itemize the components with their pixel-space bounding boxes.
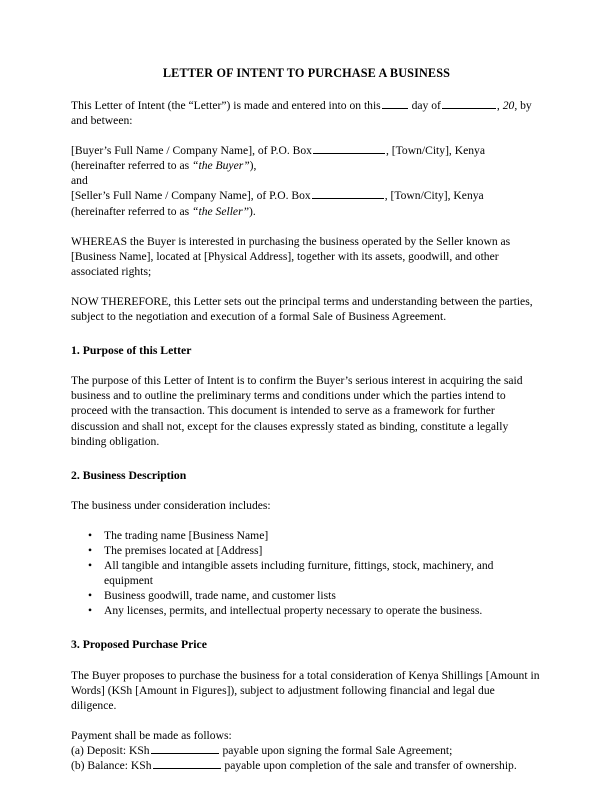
list-item [71,543,542,558]
seller-name-label: [Seller’s Full Name / Company Name], of P.O. Box [71,189,311,203]
buyer-defined-term: “the Buyer” [192,159,250,173]
section-intro-2: The business under consideration includes: [71,498,271,512]
seller-defined-term-suffix: ). [249,204,256,218]
month-blank-field[interactable] [442,99,496,110]
seller-defined-term: “the Seller” [192,204,250,218]
section-heading-2: 2. Business Description [71,468,187,482]
intro-text-after-year: , by [514,99,532,112]
spacer [71,279,542,294]
buyer-city-label: , [Town/City], Kenya [385,144,485,158]
spacer [71,483,542,498]
page-title: LETTER OF INTENT TO PURCHASE A BUSINESS [162,66,451,80]
buyer-defined-term-suffix: ), [249,159,257,173]
buyer-name-label: [Buyer’s Full Name / Company Name], of P.O. Box [71,144,312,158]
buyer-defined-term-prefix: (hereinafter referred to as [71,159,190,173]
list-item [71,558,542,588]
balance-amount-field[interactable] [153,759,221,770]
section-heading-1: 1. Purpose of this Letter [71,344,192,358]
day-blank-field[interactable] [382,99,408,110]
spacer [71,618,542,637]
bullet-icon: • [88,559,93,573]
bullet-icon: • [88,528,93,542]
parties-conjunction: and [71,174,88,188]
whereas-recital: WHEREAS the Buyer is interested in purchasing the business operated by the Seller known as [Business Name], located at [Physical Address], together with its assets, goodwill, and other associated rights; [71,234,511,278]
seller-defined-term-prefix: (hereinafter referred to as [71,204,190,218]
year-prefix: 20 [502,99,515,112]
spacer [71,324,542,343]
list-item [71,528,542,543]
list-item-label: Any licenses, permits, and intellectual property necessary to operate the business. [104,604,483,618]
section-heading-3: 3. Proposed Purchase Price [71,638,207,652]
list-item-label: All tangible and intangible assets including furniture, fittings, stock, machinery, and equipment [104,559,494,588]
intro-text-before-day: This Letter of Intent (the “Letter”) is made and entered into on this [71,99,381,112]
intro-comma: , [496,99,500,112]
list-item-label: The premises located at [Address] [104,543,263,557]
balance-condition-label: payable upon completion of the sale and transfer of ownership. [224,759,517,772]
seller-po-box-field[interactable] [312,189,384,200]
deposit-amount-field[interactable] [151,743,219,754]
payment-terms-block [71,728,542,773]
intro-second-line: and between: [71,114,133,128]
now-therefore-recital: NOW THEREFORE, this Letter sets out the principal terms and understanding between the parties, subject to the negotiation and execution of a formal Sale of Business Agreement. [71,294,533,324]
balance-label: (b) Balance: KSh [71,759,152,772]
spacer [71,358,542,373]
section-body-3: The Buyer proposes to purchase the business for a total consideration of Kenya Shillings [Amount in Words] (KSh [Amount in Figures]), subject to adjustment following financial and legal due diligence. [71,668,540,712]
bullet-icon: • [88,543,93,557]
intro-paragraph [71,98,542,128]
parties-block [71,143,542,218]
section-body-1: The purpose of this Letter of Intent is to confirm the Buyer’s serious interest in acquiring the said business and to outline the preliminary terms and conditions under which the parties intend to proceed with the transaction. This document is intended to serve as a framework for further discussion and shall not, except for the clauses expressly stated as binding, constitute a legally binding obligation. [71,374,523,448]
bullet-icon: • [88,604,93,618]
deposit-condition-label: payable upon signing the formal Sale Agreement; [222,743,453,757]
list-item-label: Business goodwill, trade name, and customer lists [104,589,336,603]
deposit-label: (a) Deposit: KSh [71,743,150,757]
business-description-list [71,528,542,619]
list-item-label: The trading name [Business Name] [104,528,269,542]
intro-text-day-of: day of [411,99,441,112]
spacer [71,513,542,528]
spacer [71,713,542,728]
spacer [71,653,542,668]
spacer [71,128,542,143]
spacer [71,449,542,468]
payment-intro-label: Payment shall be made as follows: [71,728,232,742]
buyer-po-box-field[interactable] [313,144,385,155]
list-item [71,588,542,603]
list-item [71,603,542,618]
bullet-icon: • [88,589,93,603]
seller-city-label: , [Town/City], Kenya [384,189,484,203]
spacer [71,219,542,234]
